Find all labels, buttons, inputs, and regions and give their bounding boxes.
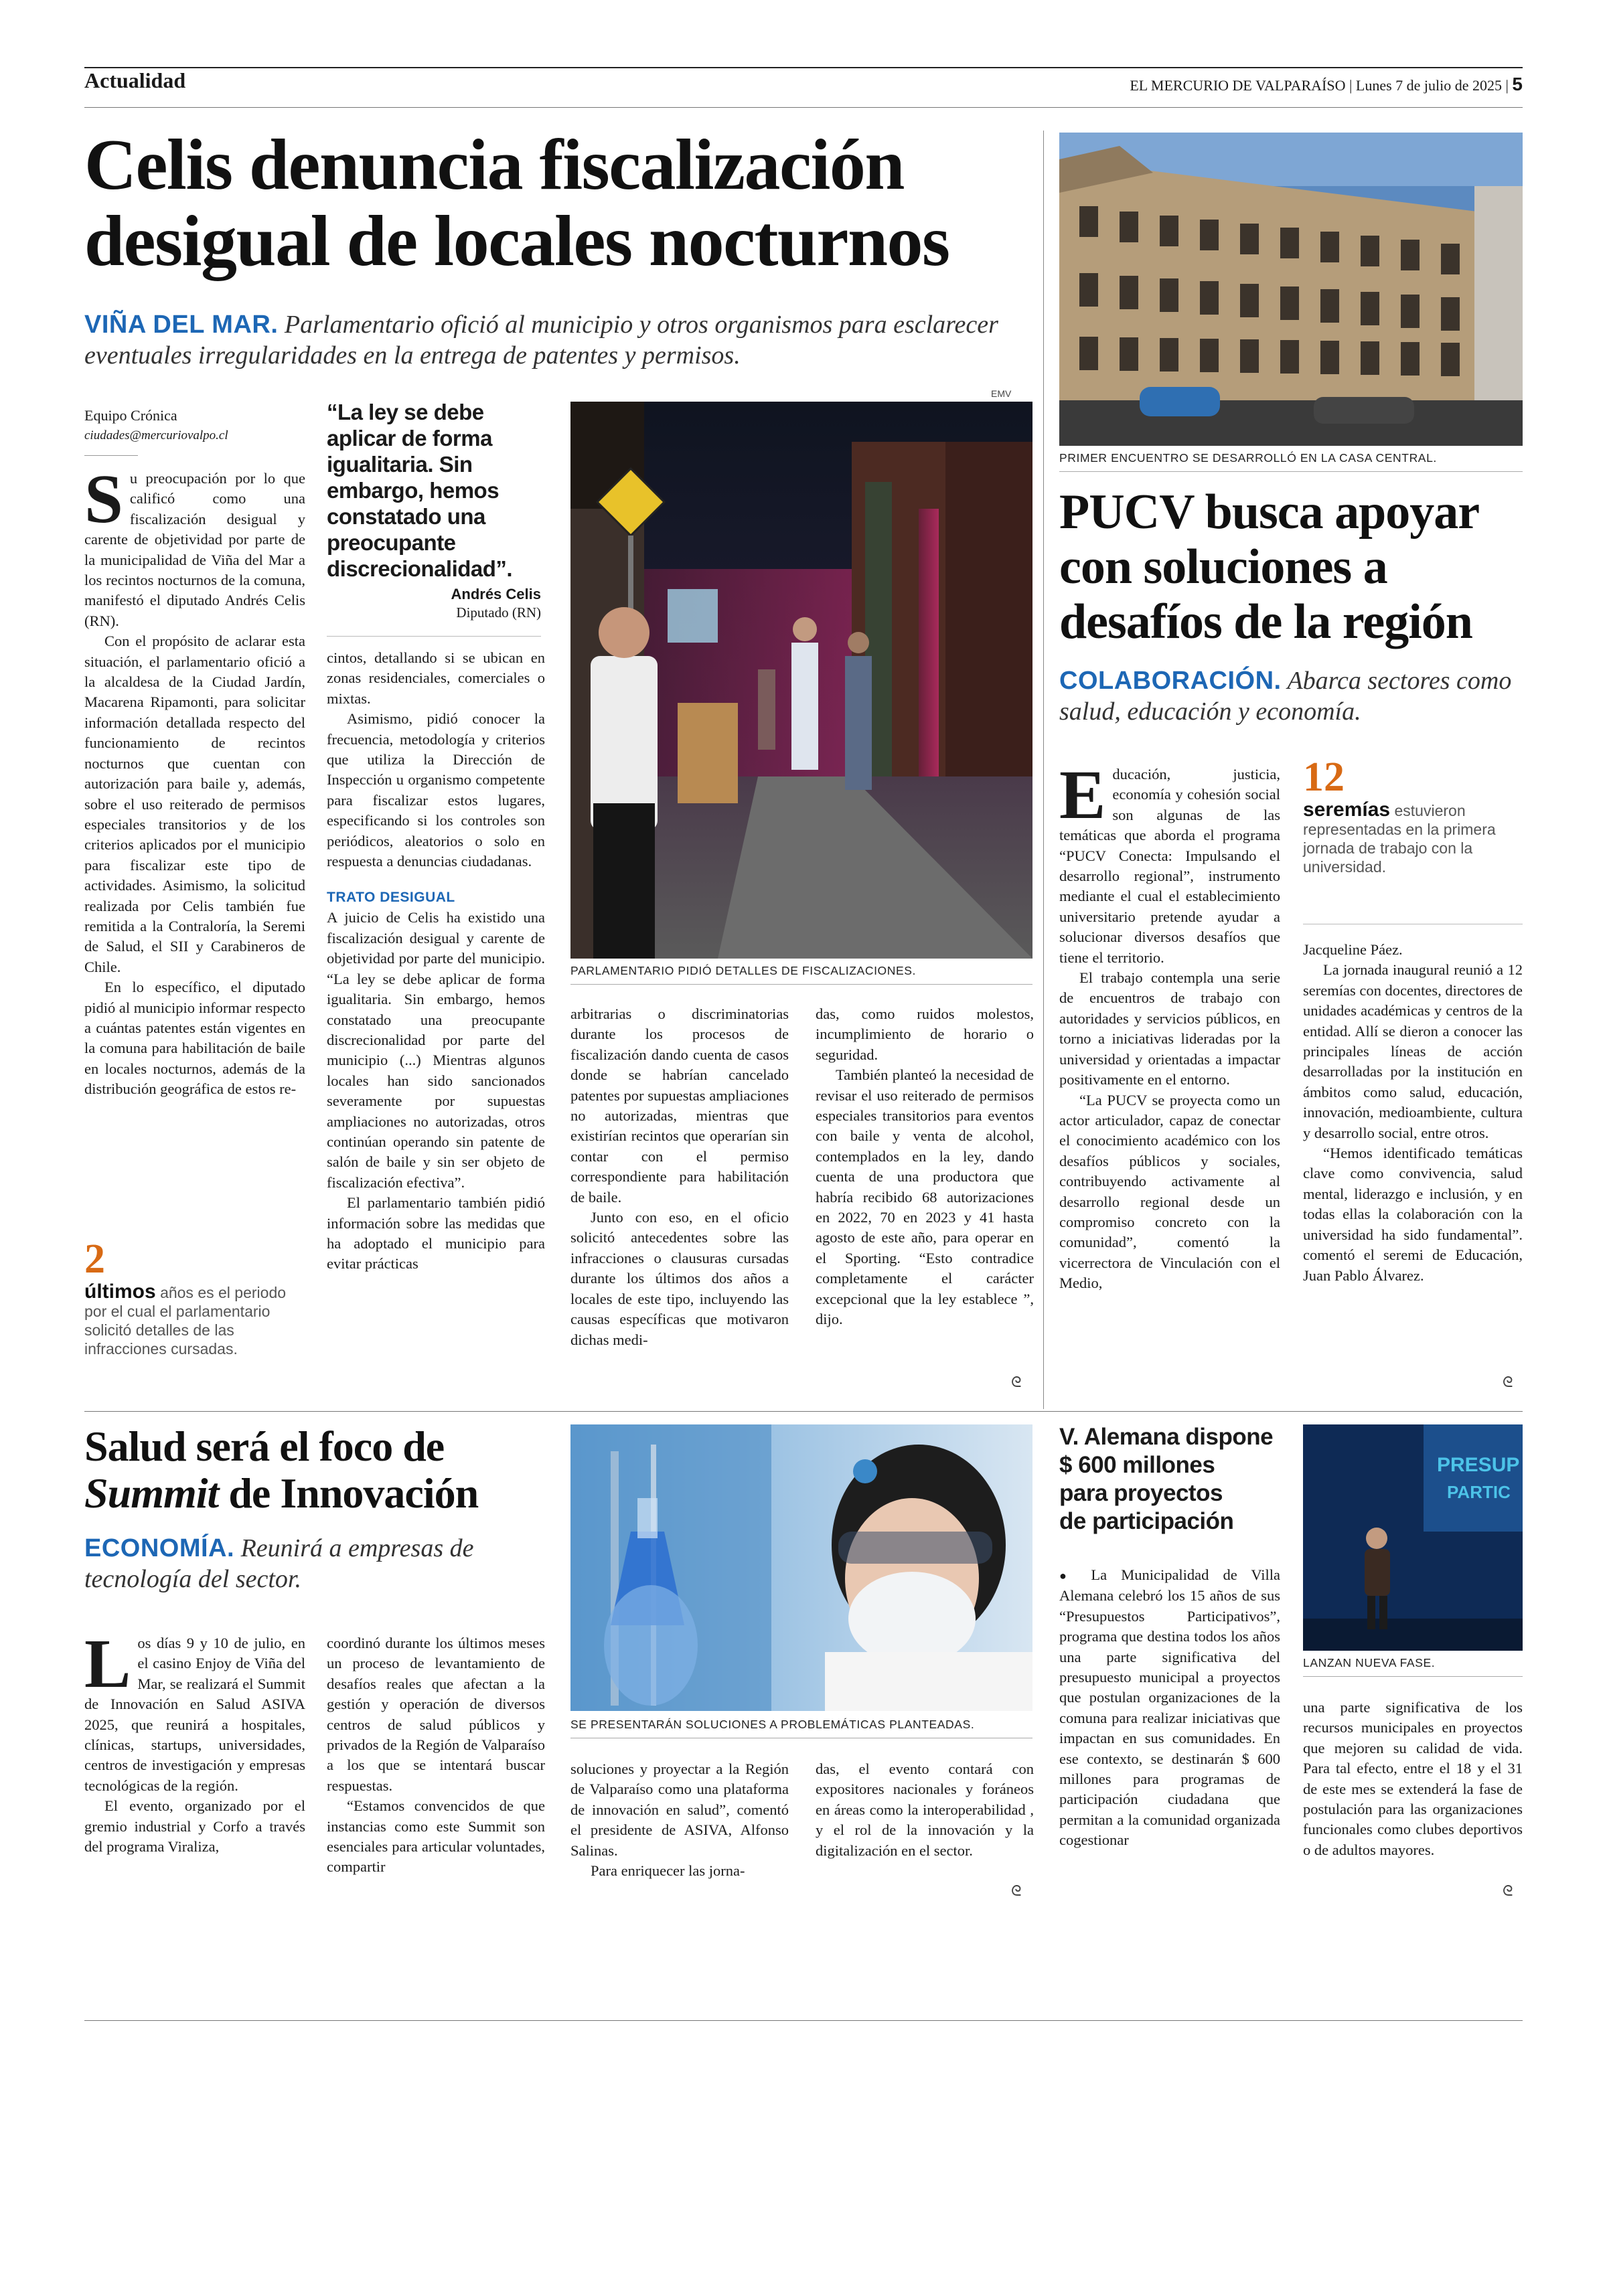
row-divider (84, 1411, 1523, 1412)
pucv-col1: Educación, justicia, economía y cohesión social son algunas de las temáticas que aborda el programa “PUCV Conecta: Impulsando el desarrollo regional”, instrumento mediante el cual el establecimiento universitario pretende ayudar a solucionar diversos desafíos que tiene el territorio. El trabajo contempla una serie de encuentros de trabajo con autoridades y servicios públicos, en torno a iniciativas lideradas por la universidad y orientadas a impactar positivamente en el entorno. “La PUCV se proyecta como un actor articulador, capaz de conectar el conocimiento académico con los desafíos públicos y sociales, contribuyendo activamente al desarrollo regional desde un compromiso concreto con la comunidad”, comentó la vicerrectora de Vinculación con el Medio, (1059, 764, 1280, 1292)
valemana-end-mark-icon: ᘓ (1503, 1882, 1513, 1899)
summit-deck-text: Reunirá a empresas de tecnología del sector. (84, 1534, 474, 1593)
celis-photo-caption: PARLAMENTARIO PIDIÓ DETALLES DE FISCALIZACIONES. (570, 964, 916, 977)
pucv-end-mark-icon: ᘓ (1503, 1374, 1513, 1390)
summit-photo-caption: SE PRESENTARÁN SOLUCIONES A PROBLEMÁTICAS PLANTEADAS. (570, 1718, 975, 1731)
celis-col3: arbitrarias o discriminatorias durante los procesos de fiscalización dando cuenta de casos donde se habrían cancelado patentes por supuestas ampliaciones no autorizadas, mientras que existirían recintos que operarían sin contar con el permiso correspondiente para habilitación de baile. Junto con eso, en el oficio solicitó antecedentes sobre las infracciones o clausuras cursadas durante los últimos dos años a locales de este tipo, incluyendo las causas específicas que motivaron dichas medi- (570, 1005, 789, 1348)
header-bottom-rule (84, 107, 1523, 108)
pucv-deck (1059, 665, 1523, 727)
celis-byline: Equipo Crónica (84, 407, 177, 424)
summit-deck (84, 1533, 553, 1594)
celis-stat-bold: últimos (84, 1281, 156, 1303)
valemana-col1: ● La Municipalidad de Villa Alemana celebró los 15 años de sus “Presupuestos Participativos”, programa que destina todos los años una parte significativa del presupuesto municipal a proyectos que postulan organizaciones de la comuna para realizar iniciativas que impactan en sus comunidades. En ese contexto, se destinarán $ 600 millones para programas de participación ciudadana que permitan a la comunidad organizada cogestionar (1059, 1566, 1280, 1849)
bullet-icon: ● (1059, 1569, 1077, 1582)
pucv-caption-rule (1059, 471, 1523, 472)
pucv-stat-text: estuvieron representadas en la primera jornada de trabajo con la universidad. (1303, 802, 1496, 876)
celis-headline: Celis denuncia fiscalización desigual de locales nocturnos (84, 125, 949, 281)
celis-pull-quote (327, 399, 541, 621)
byline-rule (84, 455, 138, 456)
summit-end-mark-icon: ᘓ (1011, 1882, 1022, 1899)
summit-col4: das, el evento contará con expositores nacionales y foráneos en áreas como la interoperabilidad , y el rol de la innovación y la digitalización en el sector. (816, 1760, 1034, 1859)
summit-col1: Los días 9 y 10 de julio, en el casino Enjoy de Viña del Mar, se realizará el Summit de Innovación en Salud ASIVA 2025, que reunirá a hospitales, clínicas, startups, universidades, centros de investigación y empresas tecnológicas de la región. El evento, organizado por el gremio industrial y Corfo a través del programa Viraliza, (84, 1633, 305, 1856)
celis-col1: Su preocupación por lo que calificó como una fiscalización desigual y carente de objetividad por parte de la municipalidad de Viña del Mar a los recintos nocturnos de la comuna, manifestó el diputado Andrés Celis (RN). Con el propósito de aclarar esta situación, el parlamentario ofició a la alcaldesa de la Ciudad Jardín, Macarena Ripamonti, para solicitar información detallada respecto del funcionamiento de recintos nocturnos que cuentan con autorización para baile y, además, sobre el uso reiterado de permisos especiales transitorios y de los criterios aplicados por el municipio para fiscalizar este tipo de actividades. Asimismo, la solicitud realizada por Celis también fue remitida a la Contraloría, la Seremi de Salud, el SII y Carabineros de Chile. En lo específico, el diputado pidió al municipio informar respecto a cuántas patentes están vigentes en la comuna para habilitación de baile en locales nocturnos, además de la distribución geográfica de estos re- (84, 469, 305, 1098)
night-street-photo-icon (570, 402, 1032, 959)
valemana-photo-caption: LANZAN NUEVA FASE. (1303, 1656, 1436, 1669)
summit-photo (570, 1424, 1032, 1711)
celis-stat-number: 2 (84, 1236, 105, 1282)
celis-col4: das, como ruidos molestos, incumplimiento de horario o seguridad. También planteó la necesidad de revisar el uso reiterado de permisos especiales transitorios para eventos con baile y venta de alcohol, contemplados en la ley, dando cuenta de una productora que habría recibido 68 autorizaciones en 2022, 70 en 2023 y 41 hasta agosto de este año, para operar en el Sporting. “Esto contradice completamente el carácter excepcional que la ley establece ”, dijo. (816, 1005, 1034, 1328)
celis-quote-role: Diputado (RN) (456, 604, 541, 621)
valemana-col2: una parte significativa de los recursos municipales en proyectos que mejoren su calidad de vida. Para tal efecto, entre el 18 y el 31 de este mes se extenderá la fase de postulación para las organizaciones funcionales como clubes deportivos o de adultos mayores. (1303, 1699, 1523, 1858)
pucv-stat-number: 12 (1303, 754, 1345, 800)
svg-text:PRESUP: PRESUP (1437, 1454, 1520, 1476)
celis-stat (84, 1238, 305, 1358)
pucv-photo-caption: PRIMER ENCUENTRO SE DESARROLLÓ EN LA CASA CENTRAL. (1059, 451, 1437, 465)
celis-deck-text: Parlamentario ofició al municipio y otros organismos para esclarecer eventuales irregularidades en la entrega de patentes y permisos. (84, 311, 998, 370)
university-building-photo-icon (1059, 133, 1523, 446)
quote-rule (327, 636, 541, 637)
celis-quote-name: Andrés Celis (451, 586, 541, 602)
pucv-dropcap: E (1059, 764, 1106, 833)
end-mark-icon: ᘓ (1011, 1374, 1022, 1390)
celis-dropcap: S (84, 469, 123, 538)
celis-deck (84, 309, 1035, 371)
pucv-col2: Jacqueline Páez. La jornada inaugural reunió a 12 seremías con docentes, directores de unidades académicas y centros de la entidad. Allí se dieron a conocer las principales líneas de acción desarrolladas por la institución en ámbitos como salud, educación, innovación, medioambiente, cultura y desarrollo social, entre otros. “Hemos identificado temáticas clave como convivencia, salud mental, liderazgo e inclusión, y en todas ellas la colaboración con la universidad ha sido fundamental”. comentó el seremi de Educación, Juan Pablo Álvarez. (1303, 941, 1523, 1284)
celis-subhead: TRATO DESIGUAL (327, 890, 455, 906)
celis-photo (570, 402, 1032, 959)
celis-stat-text: años es el periodo por el cual el parlamentario solicitó detalles de las infracciones cursadas. (84, 1284, 287, 1358)
summit-headline-em: Summit (84, 1469, 219, 1517)
issue-date: Lunes 7 de julio de 2025 (1355, 77, 1503, 94)
celis-email[interactable]: ciudades@mercuriovalpo.cl (84, 428, 228, 442)
valemana-photo (1303, 1424, 1523, 1651)
pucv-stat (1303, 756, 1523, 876)
summit-headline: Salud será el foco de Summit de Innovación (84, 1422, 479, 1517)
valemana-caption-rule (1303, 1676, 1523, 1677)
header-top-rule (84, 67, 1523, 68)
pucv-headline: PUCV busca apoyar con soluciones a desafíos de la región (1059, 485, 1480, 649)
svg-text:PARTIC: PARTIC (1447, 1482, 1511, 1502)
column-divider (1043, 131, 1044, 1409)
pucv-photo (1059, 133, 1523, 446)
summit-kicker: ECONOMÍA. (84, 1534, 235, 1562)
lab-scientist-photo-icon (570, 1424, 1032, 1711)
celis-byline-block (84, 407, 312, 443)
celis-photo-credit: EMV (991, 388, 1012, 399)
section-label: Actualidad (84, 68, 186, 92)
folio: EL MERCURIO DE VALPARAÍSO | Lunes 7 de julio de 2025 | 5 (1130, 74, 1523, 94)
summit-col2: coordinó durante los últimos meses un proceso de levantamiento de desafíos reales que afectan a la gestión y operación de diversos centros de salud públicos y privados de la Región de Valparaíso a los que se intentará buscar respuestas. “Estamos convencidos de que instancias como este Summit son esenciales para articular voluntades, compartir (327, 1635, 545, 1876)
celis-kicker: VIÑA DEL MAR. (84, 311, 279, 339)
stage-presentation-photo-icon (1303, 1424, 1523, 1651)
pucv-stat-bold: seremías (1303, 799, 1391, 821)
celis-caption-rule (570, 984, 1032, 985)
pucv-kicker: COLABORACIÓN. (1059, 667, 1282, 695)
valemana-headline: V. Alemana dispone $ 600 millones para proyectos de participación (1059, 1424, 1274, 1534)
page-number: 5 (1512, 74, 1523, 94)
summit-col3: soluciones y proyectar a la Región de Valparaíso como una plataforma de innovación en salud”, comentó el presidente de ASIVA, Alfonso Salinas. Para enriquecer las jorna- (570, 1760, 789, 1880)
celis-quote-text: “La ley se debe aplicar de forma igualitaria. Sin embargo, hemos constatado una preocupante discrecionalidad”. (327, 400, 513, 581)
page-bottom-rule (84, 2020, 1523, 2021)
celis-col2: cintos, detallando si se ubican en zonas residenciales, comerciales o mixtas. Asimismo, pidió conocer la frecuencia, metodología y criterios que utiliza la Dirección de Inspección u organismo competente para fiscalizar estos lugares, especificando si los controles son periódicos, aleatorios o solo en respuesta a denuncias ciudadanas. TRATO DESIGUAL A juicio de Celis ha existido una fiscalización desigual y carente de objetividad por parte del municipio. “La ley se debe aplicar de forma igualitaria. Sin embargo, hemos constatado una preocupante discrecionalidad por parte del municipio (...) Mientras algunos locales han sido sancionados severamente por supuestas ampliaciones no autorizadas, otros continúan operando sin patente de salón de baile y sin ser objeto de fiscalización efectiva”. El parlamentario también pidió información sobre las medidas que ha adoptado el municipio para evitar prácticas (327, 649, 545, 1273)
summit-dropcap: L (84, 1633, 131, 1702)
paper-name: EL MERCURIO DE VALPARAÍSO (1130, 77, 1346, 94)
pucv-deck-text: Abarca sectores como salud, educación y economía. (1059, 667, 1512, 726)
